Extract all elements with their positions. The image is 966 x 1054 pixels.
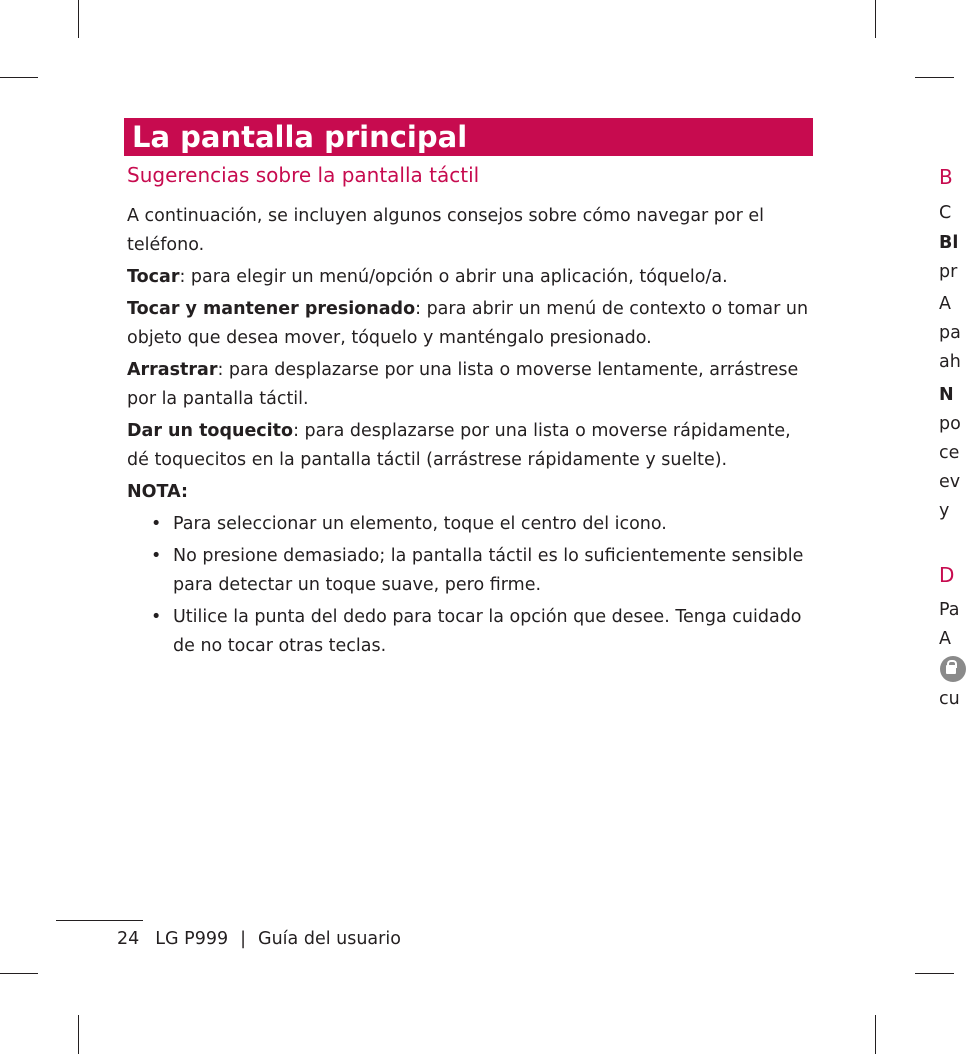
next-page-line: Bl	[939, 233, 959, 253]
list-item: • Para seleccionar un elemento, toque el centro del icono.	[127, 510, 817, 539]
next-page-line: A	[939, 629, 951, 649]
crop-mark	[915, 77, 954, 78]
tip-term: Arrastrar	[127, 360, 218, 380]
tip-item	[127, 356, 817, 414]
next-page-line: cu	[939, 689, 960, 709]
next-page-line: N	[939, 385, 954, 405]
next-page-heading: B	[939, 165, 953, 189]
next-page-line: C	[939, 203, 952, 223]
lock-icon	[940, 656, 966, 682]
section-title-bar	[124, 118, 813, 156]
tip-item	[127, 263, 817, 292]
list-item: • Utilice la punta del dedo para tocar la opción que desee. Tenga cuidado de no tocar otras teclas.	[127, 603, 817, 661]
tip-term: Tocar y mantener presionado	[127, 299, 416, 319]
section-subtitle: Sugerencias sobre la pantalla táctil	[127, 163, 480, 187]
tip-description: : para elegir un menú/opción o abrir una aplicación, tóquelo/a.	[179, 267, 728, 287]
bullet-glyph: •	[151, 514, 162, 534]
next-page-line: ce	[939, 443, 960, 463]
crop-mark	[0, 77, 38, 78]
tip-term: Tocar	[127, 267, 180, 287]
tip-description: : para desplazarse por una lista o moverse lentamente, arrástrese por la pantalla táctil.	[127, 360, 799, 409]
page-title: La pantalla principal	[132, 120, 468, 154]
next-page-line: y	[939, 501, 950, 521]
crop-mark	[0, 973, 38, 974]
tip-item	[127, 417, 817, 475]
next-page-line: po	[939, 414, 961, 434]
next-page-line: Pa	[939, 600, 960, 620]
page-number: 24	[117, 929, 140, 949]
crop-mark	[915, 973, 954, 974]
main-content	[127, 202, 817, 664]
intro-paragraph: A continuación, se incluyen algunos consejos sobre cómo navegar por el teléfono.	[127, 206, 765, 255]
tip-description: : para abrir un menú de contexto o tomar un objeto que desea mover, tóquelo y manténgalo presionado.	[127, 299, 809, 348]
footer-separator: |	[240, 929, 247, 949]
tip-description: : para desplazarse por una lista o moverse rápidamente, dé toquecitos en la pantalla táctil (arrástrese rápidamente y suelte).	[127, 421, 791, 470]
next-page-line: ah	[939, 352, 961, 372]
footer-model: LG P999	[155, 929, 229, 949]
crop-mark	[875, 0, 876, 38]
next-page-line: A	[939, 294, 951, 314]
bullet-glyph: •	[151, 607, 162, 627]
note-list	[127, 510, 817, 661]
crop-mark	[78, 0, 79, 38]
next-page-line: pr	[939, 262, 958, 282]
next-page-heading: D	[939, 563, 955, 587]
next-page-line: ev	[939, 472, 961, 492]
tip-term: Dar un toquecito	[127, 421, 294, 441]
tip-item	[127, 295, 817, 353]
crop-mark	[875, 1015, 876, 1054]
note-label: NOTA:	[127, 482, 188, 502]
footer-rule	[56, 920, 143, 921]
bullet-glyph: •	[151, 546, 162, 566]
page-footer	[117, 929, 401, 949]
crop-mark	[78, 1015, 79, 1054]
list-item: • No presione demasiado; la pantalla táctil es lo suficientemente sensible para detectar un toque suave, pero firme.	[127, 542, 817, 600]
next-page-line: pa	[939, 323, 961, 343]
footer-guide: Guía del usuario	[258, 929, 401, 949]
